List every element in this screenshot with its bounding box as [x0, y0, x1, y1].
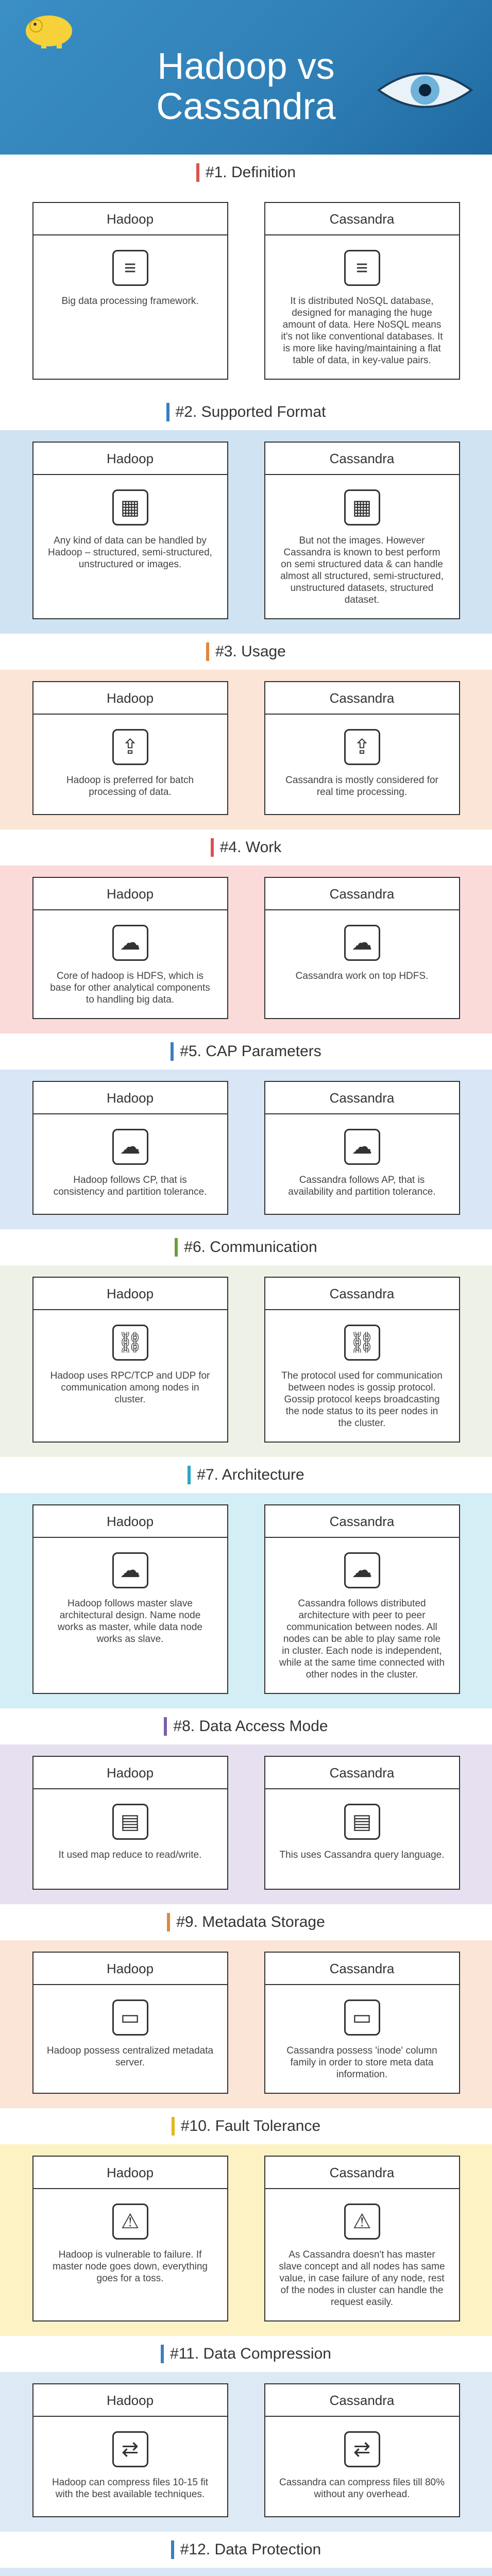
database-icon: ▤ — [344, 1804, 380, 1840]
hadoop-card — [32, 1952, 228, 2094]
cassandra-card — [264, 1081, 460, 1215]
cassandra-card — [264, 1756, 460, 1890]
comparison-row — [0, 430, 492, 634]
warning-icon: ⚠ — [344, 2204, 380, 2240]
card-header: Hadoop — [33, 203, 227, 235]
section-title — [0, 2336, 492, 2372]
section-title — [0, 2532, 492, 2568]
card-header: Cassandra — [265, 1953, 459, 1985]
section-title — [0, 1708, 492, 1744]
list-icon: ≡ — [344, 250, 380, 286]
card-header: Cassandra — [265, 1278, 459, 1310]
id-card-icon: ▭ — [344, 1999, 380, 2036]
comparison-row — [0, 2372, 492, 2532]
section-title — [0, 2108, 492, 2144]
hadoop-card — [32, 877, 228, 1019]
id-card-icon: ▭ — [112, 1999, 148, 2036]
card-text: Big data processing framework. — [61, 296, 199, 307]
section-accent-bar — [196, 163, 199, 182]
card-text: As Cassandra doesn't has master slave concept and all nodes has same value, in case failure of any node, rest of the nodes in cluster can handle the request easily. — [279, 2249, 445, 2308]
card-text: Cassandra work on top HDFS. — [295, 971, 429, 981]
cloud-upload-icon: ☁ — [344, 925, 380, 961]
card-text: The protocol used for communication between nodes is gossip protocol. Gossip protocol keeps broadcasting the node status to its peer nodes in the cluster. — [281, 1370, 443, 1429]
section-accent-bar — [171, 2540, 174, 2559]
cloud-icon: ☁ — [344, 1129, 380, 1165]
card-text: Core of hadoop is HDFS, which is base for other analytical components to handling big data. — [50, 971, 210, 1005]
cassandra-card — [264, 2383, 460, 2517]
comparison-section — [0, 634, 492, 829]
section-title-text: #2. Supported Format — [175, 403, 326, 420]
upload-icon: ⇪ — [344, 729, 380, 765]
card-text: Cassandra follows AP, that is availability and partition tolerance. — [288, 1175, 436, 1197]
comparison-row — [0, 1744, 492, 1904]
card-header: Hadoop — [33, 1953, 227, 1985]
card-header: Hadoop — [33, 1278, 227, 1310]
card-text: Hadoop follows CP, that is consistency and partition tolerance. — [53, 1175, 207, 1197]
hadoop-card — [32, 1756, 228, 1890]
hadoop-card — [32, 2156, 228, 2321]
section-title — [0, 829, 492, 866]
title-line-1: Hadoop vs — [157, 46, 335, 87]
hadoop-card — [32, 1081, 228, 1215]
transfer-icon: ⇄ — [344, 2431, 380, 2467]
section-accent-bar — [188, 1466, 191, 1484]
comparison-row — [0, 2144, 492, 2336]
card-header: Hadoop — [33, 2384, 227, 2417]
card-text: Cassandra can compress files till 80% without any overhead. — [279, 2477, 445, 2500]
card-header: Cassandra — [265, 878, 459, 910]
card-text: Hadoop possess centralized metadata server. — [46, 2045, 214, 2068]
hadoop-card — [32, 1277, 228, 1443]
warning-icon: ⚠ — [112, 2204, 148, 2240]
cassandra-card — [264, 202, 460, 380]
hadoop-card — [32, 202, 228, 380]
comparison-row — [0, 191, 492, 394]
hadoop-card — [32, 681, 228, 815]
comparison-section — [0, 2532, 492, 2576]
comparison-section — [0, 155, 492, 394]
card-header: Cassandra — [265, 1505, 459, 1538]
card-header: Cassandra — [265, 682, 459, 715]
card-text: Cassandra possess 'inode' column family in order to store meta data information. — [286, 2045, 437, 2080]
card-header: Cassandra — [265, 1757, 459, 1789]
section-title-text: #8. Data Access Mode — [173, 1718, 328, 1735]
section-accent-bar — [172, 2117, 175, 2136]
card-header: Hadoop — [33, 2157, 227, 2189]
header-banner — [0, 0, 492, 155]
section-title-text: #7. Architecture — [197, 1466, 304, 1483]
card-text: Any kind of data can be handled by Hadoop – structured, semi-structured, unstructured or images. — [48, 535, 212, 570]
card-header: Hadoop — [33, 1757, 227, 1789]
comparison-section — [0, 2336, 492, 2532]
cassandra-card — [264, 877, 460, 1019]
section-title-text: #1. Definition — [205, 164, 296, 181]
cassandra-card — [264, 2156, 460, 2321]
link-icon: ⛓ — [344, 1325, 380, 1361]
section-title — [0, 1904, 492, 1940]
cassandra-card — [264, 1504, 460, 1694]
cassandra-card — [264, 1952, 460, 2094]
comparison-section — [0, 1904, 492, 2108]
comparison-row — [0, 866, 492, 1033]
comparison-sections — [0, 155, 492, 2576]
comparison-row — [0, 670, 492, 829]
cloud-upload-icon: ☁ — [112, 925, 148, 961]
upload-icon: ⇪ — [112, 729, 148, 765]
section-title-text: #5. CAP Parameters — [180, 1043, 321, 1060]
comparison-section — [0, 829, 492, 1033]
card-text: This uses Cassandra query language. — [279, 1850, 445, 1860]
card-text: Hadoop is preferred for batch processing of data. — [66, 775, 194, 798]
card-header: Hadoop — [33, 878, 227, 910]
comparison-row — [0, 1940, 492, 2108]
cloud-network-icon: ☁ — [344, 1552, 380, 1588]
card-text: Hadoop follows master slave architectural design. Name node works as master, while data node works as slave. — [58, 1598, 202, 1645]
comparison-row — [0, 1493, 492, 1708]
cloud-network-icon: ☁ — [112, 1552, 148, 1588]
section-title — [0, 1457, 492, 1493]
section-accent-bar — [166, 403, 169, 421]
transfer-icon: ⇄ — [112, 2431, 148, 2467]
section-title-text: #6. Communication — [184, 1239, 317, 1256]
section-accent-bar — [206, 642, 209, 661]
card-header: Cassandra — [265, 203, 459, 235]
section-accent-bar — [167, 1913, 170, 1931]
section-title — [0, 394, 492, 430]
card-header: Cassandra — [265, 1082, 459, 1114]
database-icon: ▤ — [112, 1804, 148, 1840]
title-line-2: Cassandra — [156, 86, 336, 127]
grid-icon: ▦ — [344, 489, 380, 526]
comparison-section — [0, 1708, 492, 1904]
section-title-text: #11. Data Compression — [170, 2345, 331, 2362]
section-title — [0, 1229, 492, 1265]
cassandra-card — [264, 1277, 460, 1443]
comparison-row — [0, 2568, 492, 2576]
card-text: Cassandra follows distributed architecture with peer to peer communication between nodes. All nodes can be able to play same role in cluster. Each node is independent, while at the same time connected with other nodes in the cluster. — [279, 1598, 445, 1680]
card-text: Hadoop is vulnerable to failure. If master node goes down, everything goes for a toss. — [52, 2249, 208, 2284]
section-title — [0, 1033, 492, 1070]
section-accent-bar — [164, 1717, 167, 1736]
section-accent-bar — [171, 1042, 174, 1061]
card-header: Hadoop — [33, 1505, 227, 1538]
hadoop-card — [32, 1504, 228, 1694]
section-title-text: #4. Work — [219, 839, 282, 856]
card-text: Hadoop can compress files 10-15 fit with the best available techniques. — [52, 2477, 209, 2500]
card-text: Hadoop uses RPC/TCP and UDP for communication among nodes in cluster. — [50, 1370, 210, 1405]
comparison-section — [0, 394, 492, 634]
card-header: Cassandra — [265, 443, 459, 475]
card-text: Cassandra is mostly considered for real time processing. — [285, 775, 438, 798]
card-header: Hadoop — [33, 682, 227, 715]
card-text: It is distributed NoSQL database, designed for managing the huge amount of data. Here NoSQL means it's not like conventional databases. It is more like having/maintaining a flat table of data, in key-value pairs. — [281, 296, 443, 366]
section-title — [0, 634, 492, 670]
comparison-section — [0, 1457, 492, 1708]
cloud-icon: ☁ — [112, 1129, 148, 1165]
comparison-section — [0, 2108, 492, 2336]
comparison-row — [0, 1070, 492, 1229]
card-text: It used map reduce to read/write. — [58, 1850, 202, 1860]
hadoop-card — [32, 2383, 228, 2517]
section-accent-bar — [211, 838, 214, 857]
eye-icon — [374, 62, 477, 118]
comparison-section — [0, 1033, 492, 1229]
link-icon: ⛓ — [112, 1325, 148, 1361]
cassandra-card — [264, 442, 460, 619]
comparison-section — [0, 1229, 492, 1457]
hadoop-card — [32, 442, 228, 619]
hadoop-elephant-logo — [21, 5, 77, 52]
card-header: Cassandra — [265, 2384, 459, 2417]
grid-icon: ▦ — [112, 489, 148, 526]
section-title-text: #9. Metadata Storage — [176, 1913, 325, 1930]
section-title — [0, 155, 492, 191]
card-header: Cassandra — [265, 2157, 459, 2189]
section-accent-bar — [161, 2345, 164, 2363]
cassandra-card — [264, 681, 460, 815]
section-title-text: #10. Fault Tolerance — [180, 2117, 321, 2134]
section-title-text: #3. Usage — [215, 643, 286, 660]
section-title-text: #12. Data Protection — [180, 2541, 321, 2558]
comparison-row — [0, 1265, 492, 1457]
card-text: But not the images. However Cassandra is known to best perform on semi structured data & can handle almost all structured, semi-structured, unstructured datasets, structured dataset. — [280, 535, 444, 605]
list-icon: ≡ — [112, 250, 148, 286]
card-header: Hadoop — [33, 443, 227, 475]
section-accent-bar — [175, 1238, 178, 1257]
card-header: Hadoop — [33, 1082, 227, 1114]
